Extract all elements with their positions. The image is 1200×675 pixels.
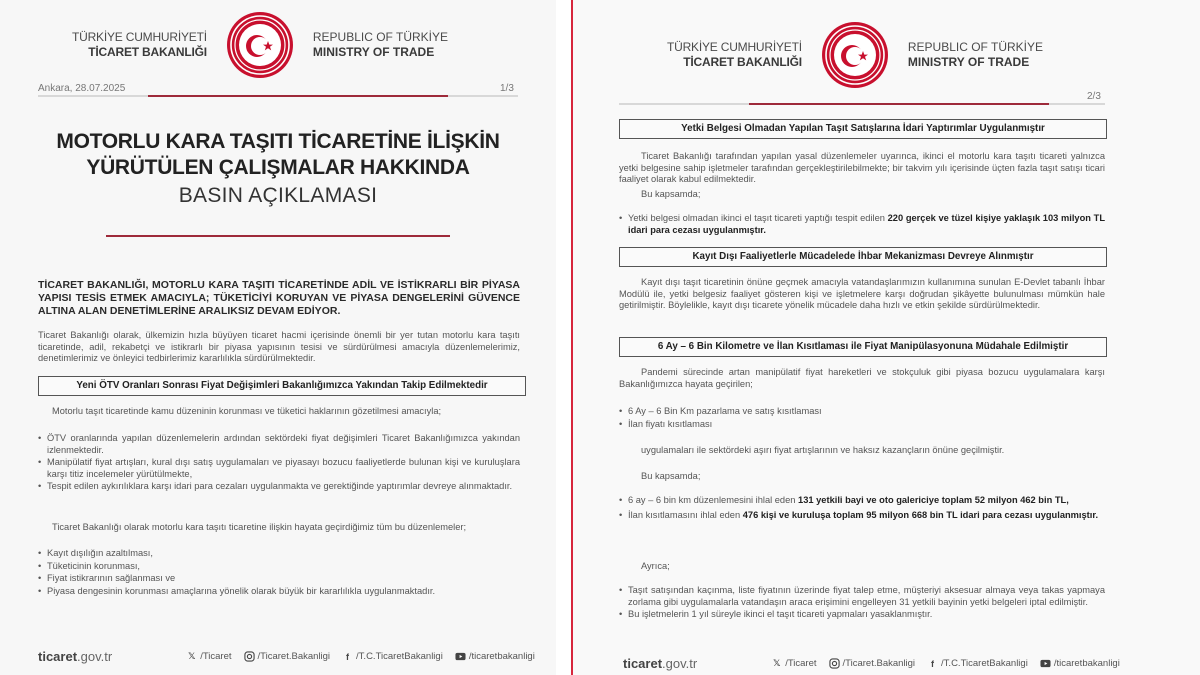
social-instagram-handle: /Ticaret.Bakanligi xyxy=(842,658,916,669)
section-1-bullet-list xyxy=(619,213,1105,237)
section-heading-ihbar: Kayıt Dışı Faaliyetlerle Mücadelede İhbar Mekanizması Devreye Alınmıştır xyxy=(619,247,1107,267)
otv-bullet-list xyxy=(38,433,520,494)
bullet-text: Yetki belgesi olmadan ikinci el taşıt ticareti yaptığı tespit edilen xyxy=(628,213,888,223)
seal-emblem-icon xyxy=(225,10,295,80)
press-release-page-1 xyxy=(0,0,556,675)
section-heading-6ay: 6 Ay – 6 Bin Kilometre ve İlan Kısıtlaması ile Fiyat Manipülasyonuna Müdahale Edilmiştir xyxy=(619,337,1107,357)
list-item: • ÖTV oranlarında yapılan düzenlemelerin ardından sektördeki fiyat değişimleri Ticaret Bakanlığımızca yakından izlenmektedir. xyxy=(38,433,520,456)
youtube-icon xyxy=(1040,658,1051,669)
social-facebook[interactable] xyxy=(342,651,443,662)
header-left xyxy=(667,40,802,70)
x-icon: 𝕏 xyxy=(188,651,196,661)
header-left-line1: TÜRKİYE CUMHURİYETİ xyxy=(667,40,802,54)
header-rule xyxy=(619,103,1105,105)
header-rule-accent xyxy=(749,103,1049,105)
brand-domain: .gov.tr xyxy=(77,649,113,664)
list-item xyxy=(619,510,1105,522)
social-x[interactable] xyxy=(771,658,816,669)
list-item xyxy=(619,213,1105,236)
list-item: • Bu işletmelerin 1 yıl süreyle ikinci el taşıt ticareti yapmaları yasaklanmıştır. xyxy=(619,609,1105,621)
ministry-seal-emblem xyxy=(820,20,890,90)
list-item: • 6 Ay – 6 Bin Km pazarlama ve satış kısıtlaması xyxy=(619,406,1105,418)
header-right-line2: MINISTRY OF TRADE xyxy=(907,55,1030,69)
social-youtube-handle: /ticaretbakanligi xyxy=(1053,658,1120,669)
section-3-kapsam: Bu kapsamda; xyxy=(641,471,701,481)
instagram-icon xyxy=(244,651,255,662)
bullet-bold-text: 220 gerçek ve tüzel kişiye yaklaşık 103 milyon TL idari para cezası uygulanmıştır. xyxy=(628,213,1106,235)
section-1-paragraph: Ticaret Bakanlığı tarafından yapılan yasal düzenlemeler uyarınca, ikinci el motorlu kara taşıtı ticareti yalnızca yetki belgesine sahip işletmeler tarafından gerçekleştirilebilmekte; bir takvim yılı içerisinde üçten fazla taşıt satışı ticari faaliyet olarak kabul edilmektedir. xyxy=(619,151,1105,184)
youtube-icon xyxy=(455,651,466,662)
page-number: 1/3 xyxy=(500,83,514,94)
list-item xyxy=(619,495,1105,507)
header-rule xyxy=(38,95,518,97)
ayrica-label: Ayrıca; xyxy=(641,561,670,571)
facebook-icon: f xyxy=(346,651,350,662)
header-right-line2: MINISTRY OF TRADE xyxy=(312,45,435,59)
title-line-3: BASIN AÇIKLAMASI xyxy=(178,184,378,207)
title-line-2: YÜRÜTÜLEN ÇALIŞMALAR HAKKINDA xyxy=(86,156,470,179)
social-youtube-handle: /ticaretbakanligi xyxy=(468,651,535,662)
press-release-page-2 xyxy=(573,0,1200,675)
header-right xyxy=(908,40,1043,70)
social-youtube[interactable] xyxy=(455,651,535,662)
bullet-text: İlan kısıtlamasını ihlal eden xyxy=(628,509,743,520)
title-underline xyxy=(106,235,450,237)
release-date: Ankara, 28.07.2025 xyxy=(38,83,126,94)
section-heading-otv: Yeni ÖTV Oranları Sonrası Fiyat Değişimleri Bakanlığımızca Yakından Takip Edilmektedir xyxy=(38,376,526,396)
intro-paragraph: Ticaret Bakanlığı olarak, ülkemizin hızla büyüyen ticaret hacmi içerisinde önemli bir yer tutan motorlu kara taşıtı ticaretinde, adil, rekabetçi ve istikrarlı bir piyasa yapısının tesisi ve sürdürülmesi amacıyla düzenlemelerimiz, denetimlerimiz ve önleyici tedbirlerimiz kararlılıkla sürdürülmektedir. xyxy=(38,330,520,363)
section-3-after: uygulamaları ile sektördeki aşırı fiyat artışlarının ve haksız kazançların önüne geçilmiştir. xyxy=(641,445,1005,455)
header-left-line1: TÜRKİYE CUMHURİYETİ xyxy=(72,30,207,44)
section-1-kapsam: Bu kapsamda; xyxy=(641,189,701,199)
bullet-text: 6 ay – 6 bin km düzenlemesini ihlal eden xyxy=(628,495,799,505)
list-item: • Tüketicinin korunması, xyxy=(38,561,520,573)
header-right-line1: REPUBLIC OF TÜRKİYE xyxy=(907,40,1044,54)
header-left-line2: TİCARET BAKANLIĞI xyxy=(683,55,802,69)
social-x[interactable] xyxy=(186,651,231,662)
social-facebook-handle: /T.C.TicaretBakanligi xyxy=(356,651,443,662)
social-facebook[interactable] xyxy=(927,658,1028,669)
page-header xyxy=(72,10,448,80)
instagram-icon xyxy=(829,658,840,669)
bullet-bold-text: 131 yetkili bayi ve oto galericiye toplam 52 milyon 462 bin TL, xyxy=(798,495,1069,505)
closing-paragraph: Ticaret Bakanlığı olarak motorlu kara taşıtı ticaretine ilişkin hayata geçirdiğimiz tüm bu düzenlemeler; xyxy=(52,522,467,532)
social-x-handle: /Ticaret xyxy=(200,651,232,662)
social-facebook-handle: /T.C.TicaretBakanligi xyxy=(941,658,1028,669)
closing-bullet-list xyxy=(38,548,520,598)
list-item: • Tespit edilen aykırılıklara karşı idari para cezaları uygulanmakta ve gerektiğinde yaptırımlar devreye alınmaktadır. xyxy=(38,481,520,493)
seal-emblem-icon xyxy=(820,20,890,90)
social-youtube[interactable] xyxy=(1040,658,1120,669)
brand-bold: ticaret xyxy=(623,656,663,671)
header-left-line2: TİCARET BAKANLIĞI xyxy=(88,45,207,59)
social-instagram-handle: /Ticaret.Bakanligi xyxy=(257,651,331,662)
bullet-bold-text: 476 kişi ve kuruluşa toplam 95 milyon 668 bin TL idari para cezası uygulanmıştır. xyxy=(742,509,1099,520)
facebook-icon: f xyxy=(931,658,935,669)
social-instagram[interactable] xyxy=(244,651,331,662)
header-rule-accent xyxy=(148,95,448,97)
page-header xyxy=(667,20,1043,90)
website-brand[interactable] xyxy=(38,649,112,664)
x-icon: 𝕏 xyxy=(773,658,781,668)
list-item: • Manipülatif fiyat artışları, kural dışı satış uygulamaları ve piyasayı bozucu faaliyetlerde bulunan kişi ve kuruluşlara karşı titiz incelemeler yürütülmekte, xyxy=(38,457,520,480)
brand-bold: ticaret xyxy=(38,649,78,664)
list-item: • İlan fiyatı kısıtlaması xyxy=(619,419,1105,431)
section-3-bullet-list xyxy=(619,406,1105,431)
ministry-seal-emblem xyxy=(225,10,295,80)
brand-domain: .gov.tr xyxy=(662,656,698,671)
social-x-handle: /Ticaret xyxy=(785,658,817,669)
lead-paragraph: TİCARET BAKANLIĞI, MOTORLU KARA TAŞITI TİCARETİNDE ADİL VE İSTİKRARLI BİR PİYASA YAPISI TESİS ETMEK AMACIYLA; TÜKETİCİYİ KORUYAN VE PİYASA DENGELERİNİ GÜVENCE ALTINA ALAN DENETİMLERİNE ARALIKSIZ DEVAM EDİYOR. xyxy=(38,279,520,317)
list-item: • Fiyat istikrarının sağlanması ve xyxy=(38,573,520,585)
page-footer xyxy=(38,649,535,664)
section-intro: Motorlu taşıt ticaretinde kamu düzeninin korunması ve tüketici haklarının gözetilmesi amacıyla; xyxy=(52,406,442,416)
header-left xyxy=(72,30,207,60)
list-item: • Piyasa dengesinin korunması amaçlarına yönelik olarak büyük bir kararlılıkla uygulanmaktadır. xyxy=(38,586,520,598)
header-right xyxy=(313,30,448,60)
header-right-line1: REPUBLIC OF TÜRKİYE xyxy=(312,30,449,44)
title-line-1: MOTORLU KARA TAŞITI TİCARETİNE İLİŞKİN xyxy=(56,130,500,153)
list-item: • Kayıt dışılığın azaltılması, xyxy=(38,548,520,560)
section-heading-yetki: Yetki Belgesi Olmadan Yapılan Taşıt Satışlarına İdari Yaptırımlar Uygulanmıştır xyxy=(619,119,1107,139)
section-3-penalty-list xyxy=(619,495,1105,522)
section-3-paragraph: Pandemi sürecinde artan manipülatif fiyat hareketleri ve stokçuluk gibi piyasa bozucu uygulamalara karşı Bakanlığımızca hayata geçirilen; xyxy=(619,367,1105,389)
page-number: 2/3 xyxy=(1087,91,1101,102)
website-brand[interactable] xyxy=(623,656,697,671)
final-bullet-list xyxy=(619,585,1105,622)
social-instagram[interactable] xyxy=(829,658,916,669)
section-2-paragraph: Kayıt dışı taşıt ticaretinin önüne geçmek amacıyla vatandaşlarımızın kullanımına sunulan E-Devlet tabanlı İhbar Modülü ile, yetki belgesiz faaliyet gösteren kişi ve işletmelere karşı doğrudan şikâyette bulunulması mümkün hale getirilmiştir. Böylelikle, kayıt dışı ticarete yönelik mücadele daha hızlı ve etkin şekilde sürdürülmektedir. xyxy=(619,277,1105,310)
page-footer xyxy=(623,656,1120,671)
list-item: • Taşıt satışından kaçınma, liste fiyatının üzerinde fiyat talep etme, müşteriyi aksesuar almaya veya takas yapmaya zorlama gibi uygulamalarla vatandaşın araca erişimini engelleyen 31 yetkili bayinin yetki belgeleri iptal edilmiştir. xyxy=(619,585,1105,608)
